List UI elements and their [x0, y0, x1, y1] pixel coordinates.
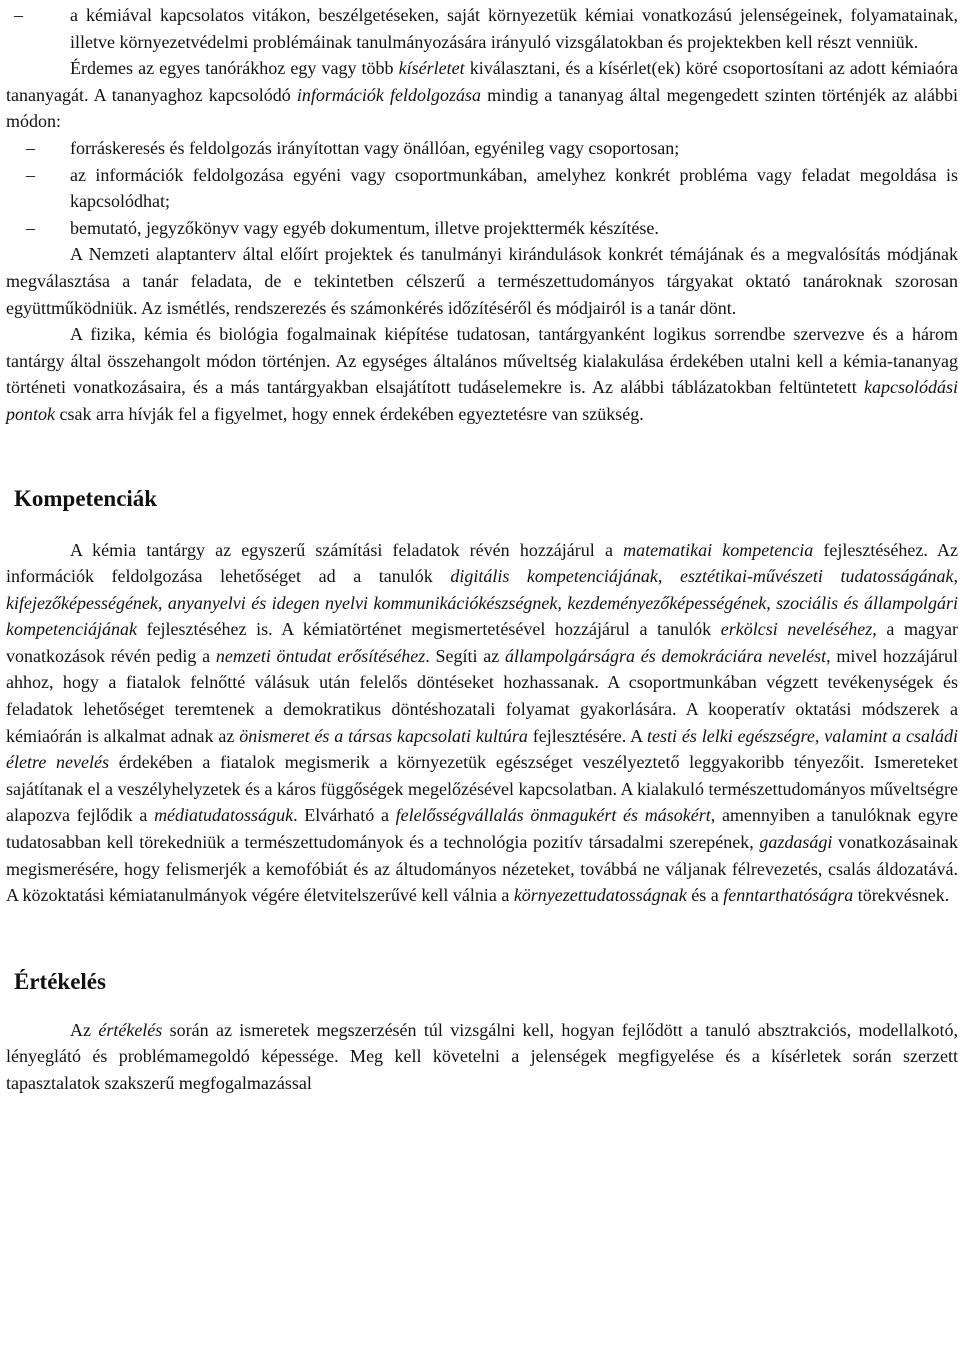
paragraph-competencies — [6, 537, 958, 909]
emphasis: környezettudatosságnak — [513, 885, 687, 906]
text-span: mindig a tananyag által megengedett szinten történjék az alábbi módon: — [6, 84, 958, 132]
paragraph-experiments — [6, 55, 958, 135]
text-span: Érdemes az egyes tanórákhoz egy vagy több — [70, 58, 399, 79]
list-item: – a kémiával kapcsolatos vitákon, beszélgetéseken, saját környezetük kémiai vonatkozású jelenségeinek, folyamatainak, illetve környezetvédelmi problémáinak tanulmányozására irányuló vizsgálatokban és projektekben kell részt venniük. — [6, 2, 958, 55]
emphasis: erkölcsi neveléséhez — [720, 619, 873, 640]
emphasis: fenntarthatóságra — [723, 885, 854, 906]
paragraph-concepts — [6, 321, 958, 427]
text-span: . Segíti az — [425, 645, 505, 666]
emphasis: kapcsolódási pontok — [6, 377, 958, 424]
paragraph-evaluation — [6, 1017, 958, 1097]
text-span: törekvésnek. — [853, 885, 950, 906]
text-span: során az ismeretek megszerzésén túl vizsgálni kell, hogyan fejlődött a tanuló absztrakciós, modellalkotó, lényeglátó és problémamegoldó képessége. Meg kell követelni a jelenségek megfigyelése és a kísérletek során szerzett tapasztalatok szakszerű megfogalmazással — [6, 1019, 958, 1093]
text-span: és a — [686, 885, 724, 906]
list-item: – az információk feldolgozása egyéni vagy csoportmunkában, amelyhez konkrét probléma vagy feladat megoldása is kapcsolódhat; — [6, 162, 958, 215]
emphasis: kísérletet — [398, 58, 465, 79]
text-span: kiválasztani, és a kísérlet(ek) köré csoportosítani az adott kémiaóra tananyagát. A tananyaghoz kapcsolódó — [6, 58, 958, 105]
text-span: érdekében a fiatalok megismerik a környezetük egészséget veszélyeztető leggyakoribb tényezőit. Ismereteket sajátítanak el a veszélyhelyzetek és a káros függőségek megelőzésével kapcsolatban. A kialakuló természettudományos műveltségre alapozva fejlődik a — [6, 752, 958, 826]
emphasis: matematikai kompetencia — [623, 539, 814, 560]
emphasis: információk feldolgozása — [296, 84, 482, 105]
emphasis: önismeret és a társas kapcsolati kultúra — [239, 725, 528, 746]
text-span: , a magyar vonatkozások révén pedig a — [6, 619, 958, 666]
emphasis: médiatudatosságuk — [154, 805, 294, 826]
heading-ertekeles: Értékelés — [14, 968, 106, 994]
text-span: . Elvárható a — [293, 805, 396, 826]
text-span: fejlesztéséhez. Az információk feldolgozása lehetőséget ad a tanulók — [6, 539, 958, 587]
text-span: csak arra hívják fel a figyelmet, hogy ennek érdekében egyeztetésre van szükség. — [55, 403, 644, 424]
document-page — [6, 2, 958, 1097]
text-span: fejlesztésére. A — [527, 725, 647, 746]
emphasis: nemzeti öntudat erősítéséhez — [215, 645, 426, 666]
emphasis: felelősségvállalás önmagukért és másokért — [395, 805, 711, 826]
text-span: , amennyiben a tanulóknak egyre tudatosabban kell törekedniük a természettudományok és a technológia pozitív társadalmi szerepének, — [6, 805, 958, 853]
text-span: Az — [70, 1019, 99, 1040]
list-item: – bemutató, jegyzőkönyv vagy egyéb dokumentum, illetve projekttermék készítése. — [6, 215, 958, 242]
emphasis: digitális kompetenciájának, esztétikai-művészeti tudatosságának, kifejezőképességének, anyanyelvi és idegen nyelvi kommunikációkészségnek, kezdeményezőképességének, szociális és állampolgári kompetenciájának — [6, 566, 958, 640]
text-span: fejlesztéséhez is. A kémiatörténet megismertetésével hozzájárul a tanulók — [136, 619, 721, 640]
paragraph-projects: A Nemzeti alaptanterv által előírt projektek és tanulmányi kirándulások konkrét témájának és a megvalósítás módjának megválasztása a tanár feladata, de e tekintetben célszerű a természettudományos tárgyakat oktató tanároknak szorosan együttműködniük. Az ismétlés, rendszerezés és számonkérés időzítéséről és módjairól is a tanár dönt. — [6, 244, 958, 318]
heading-kompetenciak: Kompetenciák — [14, 485, 158, 511]
list-item: – forráskeresés és feldolgozás irányítottan vagy önállóan, egyénileg vagy csoportosan; — [6, 135, 958, 162]
emphasis: állampolgárságra és demokráciára nevelést — [504, 645, 827, 666]
text-span: , mivel hozzájárul ahhoz, hogy a fiatalok felnőtté válásuk után felelős döntéseket hozhassanak. A csoportmunkában végzett tevékenységek és feladatok lehetőséget teremtenek a demokratikus döntéshozatali folyamat gyakorlására. A kooperatív oktatási módszerek a kémiaórán is alkalmat adnak az — [6, 645, 958, 746]
top-bullet-list — [6, 2, 958, 55]
emphasis: testi és lelki egészségre, valamint a családi életre nevelés — [6, 725, 958, 773]
text-span: vonatkozásainak megismerésére, hogy felismerjék a kemofóbiát és az áltudományos nézeteket, továbbá ne váljanak félrevezetés, csalás áldozatává. A közoktatási kémiatanulmányok végére életvitelszerűvé kell válnia a — [6, 832, 958, 906]
information-processing-list — [6, 135, 958, 241]
text-span: A kémia tantárgy az egyszerű számítási feladatok révén hozzájárul a — [70, 539, 624, 560]
emphasis: értékelés — [98, 1019, 163, 1040]
emphasis: gazdasági — [759, 832, 833, 853]
text-span: A fizika, kémia és biológia fogalmainak kiépítése tudatosan, tantárgyanként logikus sorrendbe szervezve és a három tantárgy által összehangolt módon történjen. Az egységes általános műveltség kialakulása érdekében utalni kell a kémia-tananyag történeti vonatkozásaira, és a más tantárgyakban elsajátított tudáselemekre is. Az alábbi táblázatokban feltüntetett — [6, 324, 958, 398]
